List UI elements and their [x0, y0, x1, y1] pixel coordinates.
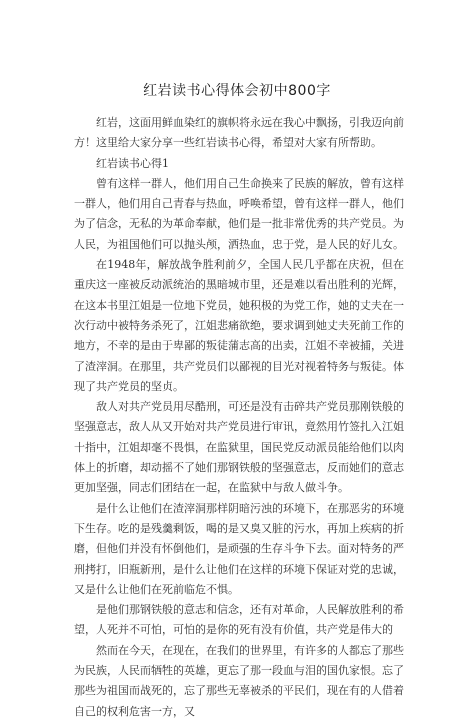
document-title: 红岩读书心得体会初中800字 [143, 83, 331, 99]
body-paragraph: 是他们那钢铁般的意志和信念，还有对革命，人民解放胜利的希望，人死并不可怕，可怕的是你的死有没有价值，共产党是伟大的 [74, 603, 404, 637]
body-paragraph: 然而在今天，在现在，在我们的世界里，有许多的人都忘了那些为民族，人民而牺牲的英雄，更忘了那一段血与泪的国仇家恨。忘了那些为祖国而战死的，忘了那些无辜被杀的平民们，现在有的人借着自己的权利危害一方，又 [74, 643, 404, 718]
body-paragraph: 是什么让他们在渣滓洞那样阴暗污浊的环境下，在那恶劣的环境下生存。吃的是残羹剩饭，喝的是又臭又脏的污水，再加上疾病的折磨，但他们并没有怀倒他们，是顽强的生存斗争下去。面对特务的严刑拷打，旧瓶新刑，是什么让他们在这样的环境下保证对党的忠诚，又是什么让他们在死前临危不惧。 [74, 501, 404, 596]
document-body [74, 113, 404, 722]
section-heading: 红岩读书心得1 [96, 156, 169, 170]
body-paragraph: 曾有这样一群人，他们用自己生命换来了民族的解放，曾有这样一群人，他们用自己青春与热血，呼唤希望，曾有这样一群人，他们为了信念，无私的为革命奉献，他们是一批非常优秀的共产党员。为人民，为祖国他们可以抛头颅，洒热血，忠于党，是人民的好儿女。 [74, 176, 404, 251]
intro-paragraph: 红岩，这面用鲜血染红的旗帜将永远在我心中飘扬，引我迈向前方！这里给大家分享一些红岩读书心得，希望对大家有所帮助。 [74, 116, 404, 150]
body-paragraph: 敌人对共产党员用尽酷刑，可还是没有击碎共产党员那刚铁般的坚强意志，敌人从又开始对共产党员进行审讯，竟然用竹签扎入江姐十指中，江姐却毫不畏惧，在监狱里，国民党反动派员能给他们以肉体上的折磨，却动摇不了她们那钢铁般的坚强意志，反而她们的意志更加坚强，同志们团结在一起，在监狱中与敌人做斗争。 [74, 400, 404, 495]
body-paragraph: 在1948年，解放战争胜利前夕，全国人民几乎都在庆祝，但在重庆这一座被反动派统治的黑暗城市里，还是难以看出胜利的光辉，在这本书里江姐是一位地下党员，她积极的为党工作，她的丈夫在一次行动中被特务杀死了，江姐悲痛欲绝，要求调到她丈夫死前工作的地方，不幸的是由于卑鄙的叛徒蒲志高的出卖，江姐不幸被捕，关进了渣滓洞。在那里，共产党员们以鄙视的目光对视着特务与叛徒。体现了共产党员的坚贞。 [74, 258, 404, 393]
